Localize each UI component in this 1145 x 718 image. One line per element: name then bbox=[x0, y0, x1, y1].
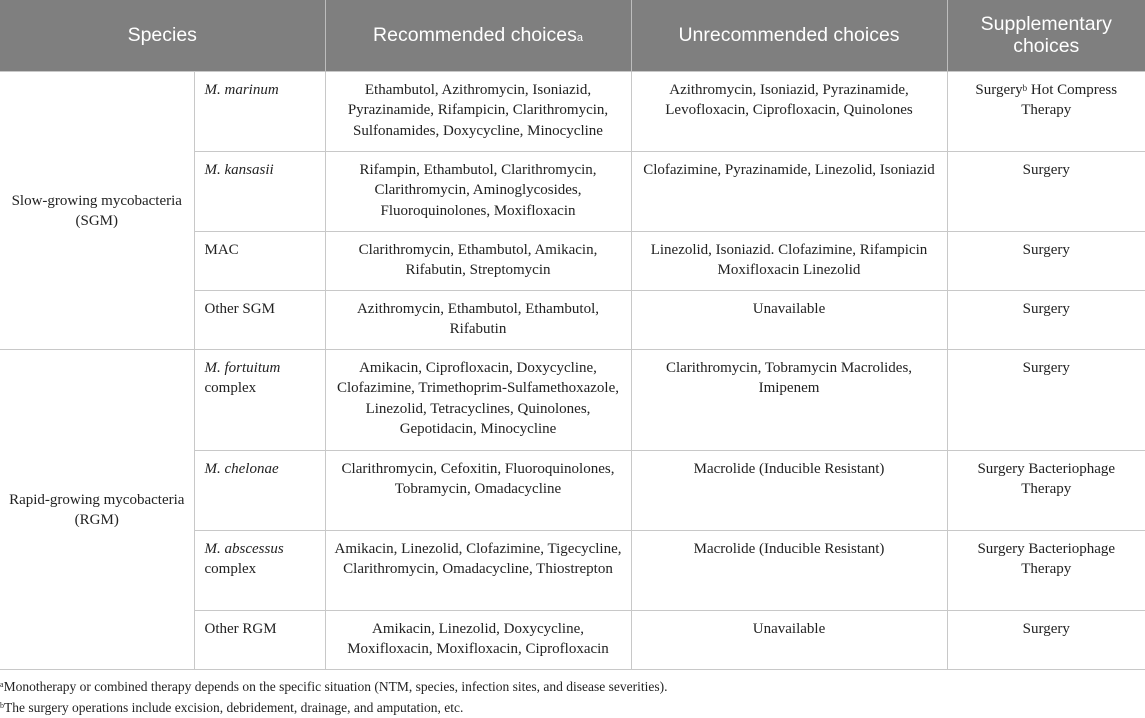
species-cell: M. abscessus complex bbox=[194, 530, 325, 610]
recommended-cell: Amikacin, Linezolid, Doxycycline, Moxifloxacin, Moxifloxacin, Ciprofloxacin bbox=[325, 610, 631, 669]
supplementary-cell: Surgery bbox=[947, 610, 1145, 669]
unrecommended-cell: Clofazimine, Pyrazinamide, Linezolid, Isoniazid bbox=[631, 151, 947, 231]
table-row bbox=[0, 71, 1145, 151]
recommended-cell: Clarithromycin, Ethambutol, Amikacin, Rifabutin, Streptomycin bbox=[325, 231, 631, 290]
table-row bbox=[0, 349, 1145, 450]
species-cell: MAC bbox=[194, 231, 325, 290]
recommended-cell: Amikacin, Linezolid, Clofazimine, Tigecycline, Clarithromycin, Omadacycline, Thiostrepton bbox=[325, 530, 631, 610]
supplementary-cell: Surgery$^b$ Hot Compress Therapy bbox=[947, 71, 1145, 151]
group-label-sgm: Slow-growing mycobacteria (SGM) bbox=[0, 71, 194, 349]
unrecommended-cell: Azithromycin, Isoniazid, Pyrazinamide, Levofloxacin, Ciprofloxacin, Quinolones bbox=[631, 71, 947, 151]
supplementary-cell: Surgery Bacteriophage Therapy bbox=[947, 450, 1145, 530]
footnote-b: $^b$The surgery operations include excision, debridement, drainage, and amputation, etc. bbox=[0, 700, 464, 715]
supplementary-cell: Surgery bbox=[947, 151, 1145, 231]
recommended-cell: Ethambutol, Azithromycin, Isoniazid, Pyrazinamide, Rifampicin, Clarithromycin, Sulfonamides, Doxycycline, Minocycline bbox=[325, 71, 631, 151]
unrecommended-cell: Clarithromycin, Tobramycin Macrolides, Imipenem bbox=[631, 349, 947, 450]
header-recommended-footnote-mark: a bbox=[576, 32, 583, 45]
header-supplementary: Supplementary choices bbox=[947, 0, 1145, 71]
supplementary-cell: Surgery Bacteriophage Therapy bbox=[947, 530, 1145, 610]
species-cell: M. marinum bbox=[194, 71, 325, 151]
footnote-a: $^a$Monotherapy or combined therapy depends on the specific situation (NTM, species, infection sites, and disease severities). bbox=[0, 679, 668, 694]
supplementary-cell: Surgery bbox=[947, 290, 1145, 349]
recommended-cell: Rifampin, Ethambutol, Clarithromycin, Clarithromycin, Aminoglycosides, Fluoroquinolones, Moxifloxacin bbox=[325, 151, 631, 231]
species-cell: M. fortuitum complex bbox=[194, 349, 325, 450]
unrecommended-cell: Unavailable bbox=[631, 610, 947, 669]
species-cell: M. chelonae bbox=[194, 450, 325, 530]
unrecommended-cell: Macrolide (Inducible Resistant) bbox=[631, 450, 947, 530]
species-cell: M. kansasii bbox=[194, 151, 325, 231]
recommended-cell: Amikacin, Ciprofloxacin, Doxycycline, Clofazimine, Trimethoprim-Sulfamethoxazole, Linezolid, Tetracyclines, Quinolones, Gepotidacin, Minocycline bbox=[325, 349, 631, 450]
surgery-footnote-mark: b bbox=[1022, 82, 1028, 93]
header-unrecommended: Unrecommended choices bbox=[631, 0, 947, 71]
species-cell: Other RGM bbox=[194, 610, 325, 669]
supplementary-cell: Surgery bbox=[947, 231, 1145, 290]
unrecommended-cell: Macrolide (Inducible Resistant) bbox=[631, 530, 947, 610]
table-footnotes bbox=[0, 676, 668, 718]
recommended-cell: Clarithromycin, Cefoxitin, Fluoroquinolones, Tobramycin, Omadacycline bbox=[325, 450, 631, 530]
header-recommended: Recommended choices$^a$ bbox=[325, 0, 631, 71]
group-label-rgm: Rapid-growing mycobacteria (RGM) bbox=[0, 349, 194, 669]
table-header-row bbox=[0, 0, 1145, 71]
unrecommended-cell: Unavailable bbox=[631, 290, 947, 349]
species-cell: Other SGM bbox=[194, 290, 325, 349]
recommended-cell: Azithromycin, Ethambutol, Ethambutol, Rifabutin bbox=[325, 290, 631, 349]
supplementary-cell: Surgery bbox=[947, 349, 1145, 450]
unrecommended-cell: Linezolid, Isoniazid. Clofazimine, Rifampicin Moxifloxacin Linezolid bbox=[631, 231, 947, 290]
header-species: Species bbox=[0, 0, 325, 71]
